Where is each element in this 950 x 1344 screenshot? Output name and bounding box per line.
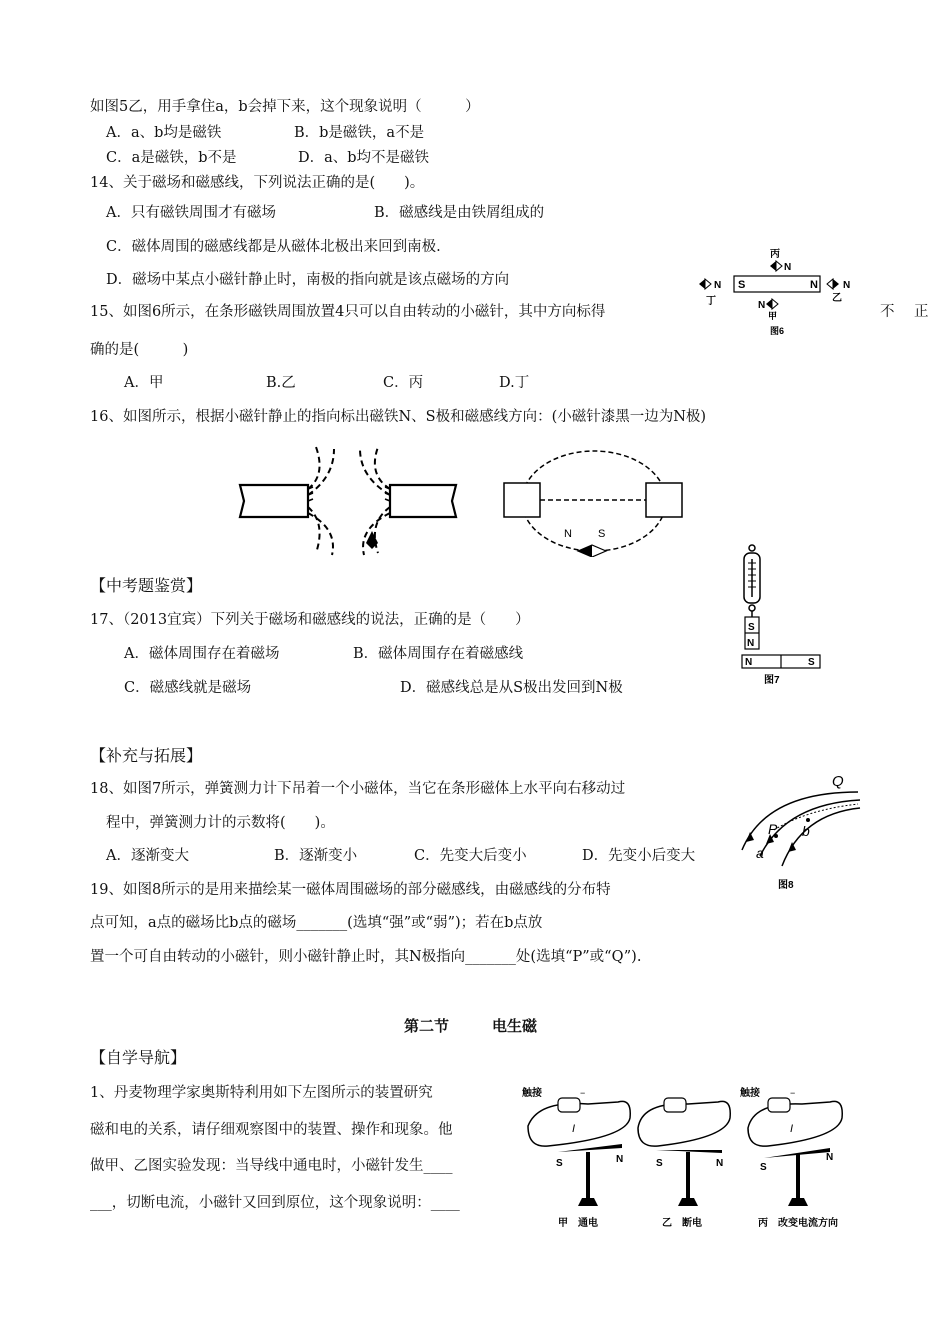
q15-option-d: D.丁 xyxy=(499,375,530,391)
figure-16-left xyxy=(234,445,464,557)
needle-ding-white-half xyxy=(705,279,711,289)
q1-line-2: 磁和电的关系，请仔细观察图中的装置、操作和现象。他 xyxy=(90,1122,453,1138)
svg-text:N: N xyxy=(826,1152,834,1163)
q13-option-a: A．a、b均是磁铁 xyxy=(106,125,222,141)
q13-option-d: D．a、b均不是磁铁 xyxy=(298,150,430,166)
arrow-1 xyxy=(746,832,754,842)
q15-stem: 15、如图6所示，在条形磁铁周围放置4只可以自由转动的小磁针，其中方向标得 xyxy=(90,304,606,320)
stand-base xyxy=(678,1198,698,1206)
q1-line-4: ___，切断电流，小磁针又回到原位，这个现象说明：____ xyxy=(90,1195,460,1211)
bar-magnet-n: N xyxy=(810,279,818,291)
stand-pole xyxy=(686,1152,690,1200)
section-exam-heading: 【中考题鉴赏】 xyxy=(90,576,203,595)
q13-option-c: C．a是磁铁，b不是 xyxy=(106,150,237,166)
q18-stem: 18、如图7所示，弹簧测力计下吊着一个小磁体，当它在条形磁体上水平向右移动过 xyxy=(90,781,626,797)
svg-text:S: S xyxy=(748,622,755,633)
needle-ding-black-half xyxy=(699,279,705,289)
q17-option-c: C．磁感线就是磁场 xyxy=(124,680,252,696)
svg-text:N: N xyxy=(745,657,753,668)
svg-text:N: N xyxy=(714,280,722,291)
wire-loop xyxy=(748,1101,842,1146)
section-subtitle: 电生磁 xyxy=(492,1017,538,1035)
compass-needle-dark-half xyxy=(578,545,592,557)
svg-text:乙 断电: 乙 断电 xyxy=(662,1218,702,1229)
svg-text:S: S xyxy=(656,1158,663,1169)
needle-jia-white-half xyxy=(772,299,778,309)
q15-stem-2: 确的是( ) xyxy=(90,342,189,358)
right-magnet xyxy=(646,483,682,517)
fig8-label-q: Q xyxy=(832,773,844,790)
fig6-caption: 图6 xyxy=(770,326,785,336)
q14-option-b: B．磁感线是由铁屑组成的 xyxy=(374,205,545,221)
left-magnet xyxy=(240,485,308,517)
stand-pole xyxy=(796,1154,800,1200)
field-line xyxy=(360,449,390,495)
battery xyxy=(664,1098,686,1112)
fig8-caption: 图8 xyxy=(778,880,794,891)
point-b xyxy=(806,818,810,822)
q1-line-1: 1、丹麦物理学家奥斯特利用如下左图所示的装置研究 xyxy=(90,1085,433,1101)
svg-text:N: N xyxy=(747,638,755,649)
q13-option-b: B．b是磁铁，a不是 xyxy=(294,125,425,141)
q14-stem: 14、关于磁场和磁感线，下列说法正确的是( )。 xyxy=(90,175,425,191)
q18-stem-2: 程中，弹簧测力计的示数将( )。 xyxy=(106,815,335,831)
spring-hook-top xyxy=(749,545,755,551)
svg-text:S: S xyxy=(808,657,815,668)
q15-option-a: A．甲 xyxy=(124,375,164,391)
field-line xyxy=(375,447,390,489)
svg-text:丙 改变电流方向: 丙 改变电流方向 xyxy=(758,1218,838,1229)
q15-option-b: B.乙 xyxy=(266,375,296,391)
stand-pole xyxy=(586,1152,590,1200)
field-line-3 xyxy=(782,808,860,866)
section-title: 第二节 xyxy=(404,1017,450,1035)
fig6-label-ding: 丁 xyxy=(706,296,716,307)
panel-off xyxy=(638,1098,730,1229)
svg-text:N: N xyxy=(758,300,766,311)
q14-option-a: A．只有磁铁周围才有磁场 xyxy=(106,205,276,221)
q1-line-3: 做甲、乙图实验发现：当导线中通电时，小磁针发生____ xyxy=(90,1158,453,1174)
fig6-label-yi: 乙 xyxy=(832,293,842,304)
bar-magnet-s: S xyxy=(738,279,746,291)
battery xyxy=(768,1098,790,1112)
svg-text:N: N xyxy=(784,262,792,273)
svg-text:b: b xyxy=(802,823,810,839)
figure-6 xyxy=(694,244,864,339)
figure-16-right xyxy=(500,445,690,557)
fig6-label-jia: 甲 xyxy=(768,311,778,321)
q13-stem: 如图5乙，用手拿住a，b会掉下来，这个现象说明（ ） xyxy=(90,99,480,115)
q17-option-a: A．磁体周围存在着磁场 xyxy=(124,646,280,662)
svg-text:触接: 触接 xyxy=(522,1088,542,1099)
q19-line-3: 置一个可自由转动的小磁针，则小磁针静止时，其N极指向_______处(选填“P”或“Q”). xyxy=(90,949,642,965)
q17-option-b: B．磁体周围存在着磁感线 xyxy=(353,646,524,662)
compass-needle xyxy=(558,1144,622,1152)
bar-magnet xyxy=(734,276,820,292)
fig7-caption: 图7 xyxy=(764,675,780,686)
stand-base xyxy=(578,1198,598,1206)
q15-stem-end-2: 正 xyxy=(914,304,929,320)
needle-yi-black-half xyxy=(833,279,839,289)
svg-text:甲 通电: 甲 通电 xyxy=(558,1218,598,1229)
panel-reversed xyxy=(740,1086,842,1229)
q15-option-c: C．丙 xyxy=(383,375,424,391)
magnet-end-hatching xyxy=(308,487,390,501)
q17-stem: 17、（2013宜宾）下列关于磁场和磁感线的说法，正确的是（ ） xyxy=(90,612,530,628)
svg-text:N: N xyxy=(616,1154,624,1165)
figure-oersted xyxy=(518,1078,863,1238)
q18-option-d: D．先变小后变大 xyxy=(582,848,696,864)
left-magnet xyxy=(504,483,540,517)
field-line xyxy=(363,513,390,555)
q14-option-d: D．磁场中某点小磁针静止时，南极的指向就是该点磁场的方向 xyxy=(106,272,510,288)
right-magnet xyxy=(390,485,456,517)
q19-line-1: 19、如图8所示的是用来描绘某一磁体周围磁场的部分磁感线，由磁感线的分布特 xyxy=(90,882,611,898)
fig6-label-bing: 丙 xyxy=(770,249,780,260)
battery-minus: − xyxy=(580,1088,586,1098)
section-extension-heading: 【补充与拓展】 xyxy=(90,746,203,765)
needle-label-n: N xyxy=(564,528,572,540)
needle-jia-black-half xyxy=(766,299,772,309)
battery-minus: − xyxy=(790,1088,796,1098)
q18-option-c: C．先变大后变小 xyxy=(414,848,527,864)
field-line xyxy=(308,447,320,489)
needle-yi-white-half xyxy=(827,279,833,289)
battery xyxy=(558,1098,580,1112)
svg-text:I: I xyxy=(572,1123,576,1135)
svg-text:S: S xyxy=(556,1158,563,1169)
figure-8 xyxy=(736,770,866,895)
svg-text:S: S xyxy=(760,1162,767,1173)
q17-option-d: D．磁感线总是从S极出发回到N极 xyxy=(400,680,623,696)
figure-7 xyxy=(732,541,832,686)
needle-label-s: S xyxy=(598,528,606,540)
q19-line-2: 点可知，a点的磁场比b点的磁场_______(选填“强”或“弱”)；若在b点放 xyxy=(90,915,543,931)
svg-text:N: N xyxy=(716,1158,724,1169)
needle-bing-white-half xyxy=(776,261,782,271)
panel-energized xyxy=(522,1086,630,1229)
q18-option-a: A．逐渐变大 xyxy=(106,848,189,864)
stand-base xyxy=(788,1198,808,1206)
q18-option-b: B．逐渐变小 xyxy=(274,848,358,864)
svg-text:a: a xyxy=(756,845,764,861)
field-loop xyxy=(522,451,666,551)
q14-option-c: C．磁体周围的磁感线都是从磁体北极出来回到南极. xyxy=(106,239,441,255)
svg-text:触接: 触接 xyxy=(740,1088,760,1099)
section-self-study-heading: 【自学导航】 xyxy=(90,1048,187,1067)
q15-stem-end-1: 不 xyxy=(880,304,895,320)
needle-bing-black-half xyxy=(770,261,776,271)
field-line-1 xyxy=(742,792,858,850)
svg-text:I: I xyxy=(790,1123,794,1135)
q16-stem: 16、如图所示，根据小磁针静止的指向标出磁铁N、S极和磁感线方向：(小磁针漆黑一边为N极) xyxy=(90,409,707,425)
svg-text:P: P xyxy=(768,821,778,837)
svg-text:N: N xyxy=(843,280,851,291)
